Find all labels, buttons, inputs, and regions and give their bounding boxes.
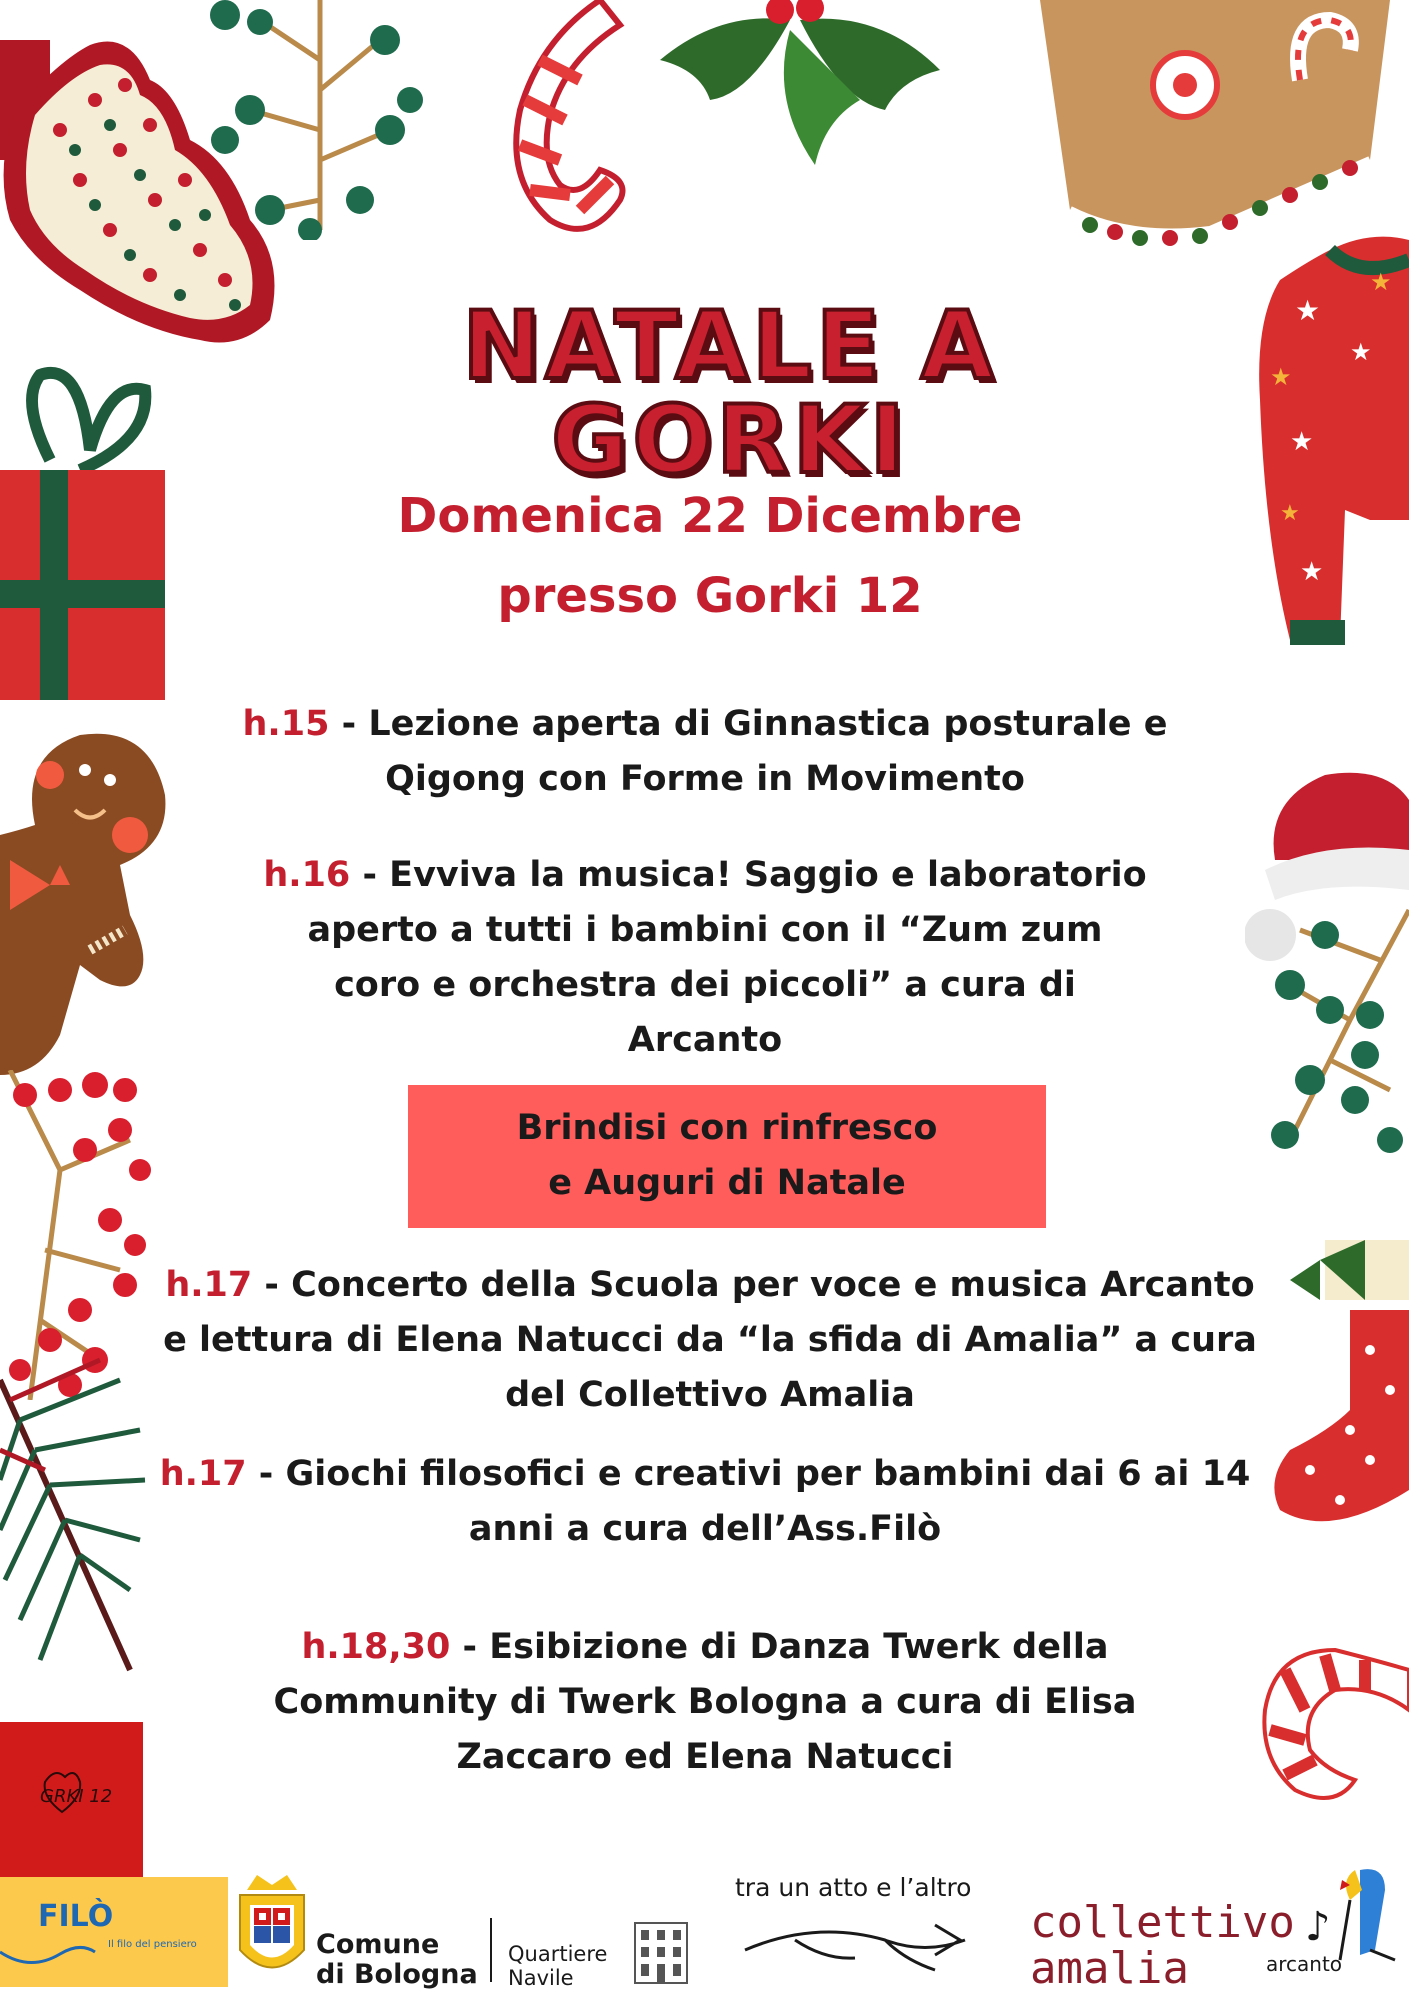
filo-thread-icon: [0, 1932, 100, 1972]
event-time: h.15: [242, 704, 330, 744]
event-text: Arcanto: [627, 1020, 783, 1060]
event-time: h.16: [263, 855, 351, 895]
gorki-logo: [0, 1722, 143, 1877]
christmas-sweater-icon: [1250, 220, 1409, 660]
event-text: - Giochi filosofici e creativi per bambini dai 6 ai 14: [246, 1454, 1251, 1494]
event-item: [150, 1258, 1270, 1423]
event-text: Zaccaro ed Elena Natucci: [456, 1737, 954, 1777]
event-item: [200, 697, 1210, 807]
svg-text:★: ★: [1350, 338, 1372, 366]
event-text: - Concerto della Scuola per voce e musica Arcanto: [252, 1265, 1255, 1305]
building-icon: [633, 1915, 689, 1985]
brindisi-text: Brindisi con rinfresco: [516, 1108, 938, 1148]
event-item: [250, 848, 1160, 1068]
event-text: Qigong con Forme in Movimento: [385, 759, 1025, 799]
gift-box-icon: [0, 360, 180, 700]
gingerbread-house-icon: [1010, 0, 1409, 250]
brindisi-box: [408, 1085, 1046, 1228]
pine-branch-icon: [0, 1340, 150, 1710]
filo-name: FILÒ: [38, 1899, 114, 1934]
gorki-signature-text: GRKI 12: [40, 1786, 113, 1807]
holly-icon: [640, 0, 950, 170]
collettivo-line2: amalia: [1030, 1943, 1189, 1994]
svg-text:★: ★: [1270, 363, 1292, 391]
bird-sketch-icon: [735, 1910, 995, 1990]
bologna-crest-icon: [232, 1870, 312, 1988]
berry-branch-icon: [210, 0, 430, 240]
event-date: Domenica 22 Dicembre: [397, 488, 1023, 544]
gorki-signature-icon: [0, 1722, 143, 1877]
berry-branch-right-icon: [1270, 900, 1409, 1160]
quartiere-line2: Navile: [508, 1966, 574, 1990]
filo-tagline: Il filo del pensiero: [108, 1939, 197, 1950]
svg-text:★: ★: [1295, 294, 1321, 327]
event-text: aperto a tutti i bambini con il “Zum zum: [307, 910, 1103, 950]
arcanto-text: arcanto: [1266, 1952, 1343, 1976]
gingerbread-man-icon: [0, 715, 180, 1075]
svg-text:★: ★: [1290, 427, 1314, 457]
tra-un-atto-text: tra un atto e l’altro: [735, 1873, 972, 1902]
svg-text:♪: ♪: [1305, 1904, 1331, 1950]
candy-cane-icon: [480, 0, 640, 250]
filo-logo: [0, 1877, 228, 1987]
event-text: e lettura di Elena Natucci da “la sfida di Amalia” a cura: [163, 1320, 1257, 1360]
event-text: - Esibizione di Danza Twerk della: [450, 1627, 1109, 1667]
svg-text:★: ★: [1370, 268, 1392, 296]
comune-line1: Comune: [316, 1929, 440, 1960]
event-text: del Collettivo Amalia: [505, 1375, 915, 1415]
event-time: h.17: [165, 1265, 253, 1305]
svg-text:★: ★: [1300, 557, 1324, 587]
event-text: coro e orchestra dei piccoli” a cura di: [334, 965, 1076, 1005]
page-title: NATALE A GORKI: [462, 292, 998, 495]
candy-cane-right-icon: [1255, 1640, 1409, 1810]
event-time: h.17: [159, 1454, 247, 1494]
comune-line2: di Bologna: [316, 1959, 478, 1990]
event-item: [200, 1620, 1210, 1785]
event-text: anni a cura dell’Ass.Filò: [468, 1509, 942, 1549]
event-time: h.18,30: [301, 1627, 451, 1667]
svg-text:★: ★: [1280, 501, 1300, 526]
collettivo-line1: collettivo: [1030, 1897, 1295, 1948]
event-venue: presso Gorki 12: [497, 568, 923, 624]
quartiere-line1: Quartiere: [508, 1942, 608, 1966]
event-text: Community di Twerk Bologna a cura di Elisa: [273, 1682, 1137, 1722]
event-text: - Lezione aperta di Ginnastica posturale e: [329, 704, 1168, 744]
christmas-stocking-icon: [1270, 1230, 1409, 1540]
brindisi-text: e Auguri di Natale: [548, 1163, 906, 1203]
event-item: [150, 1447, 1260, 1557]
event-text: - Evviva la musica! Saggio e laboratorio: [350, 855, 1147, 895]
logo-divider: [490, 1918, 492, 1982]
